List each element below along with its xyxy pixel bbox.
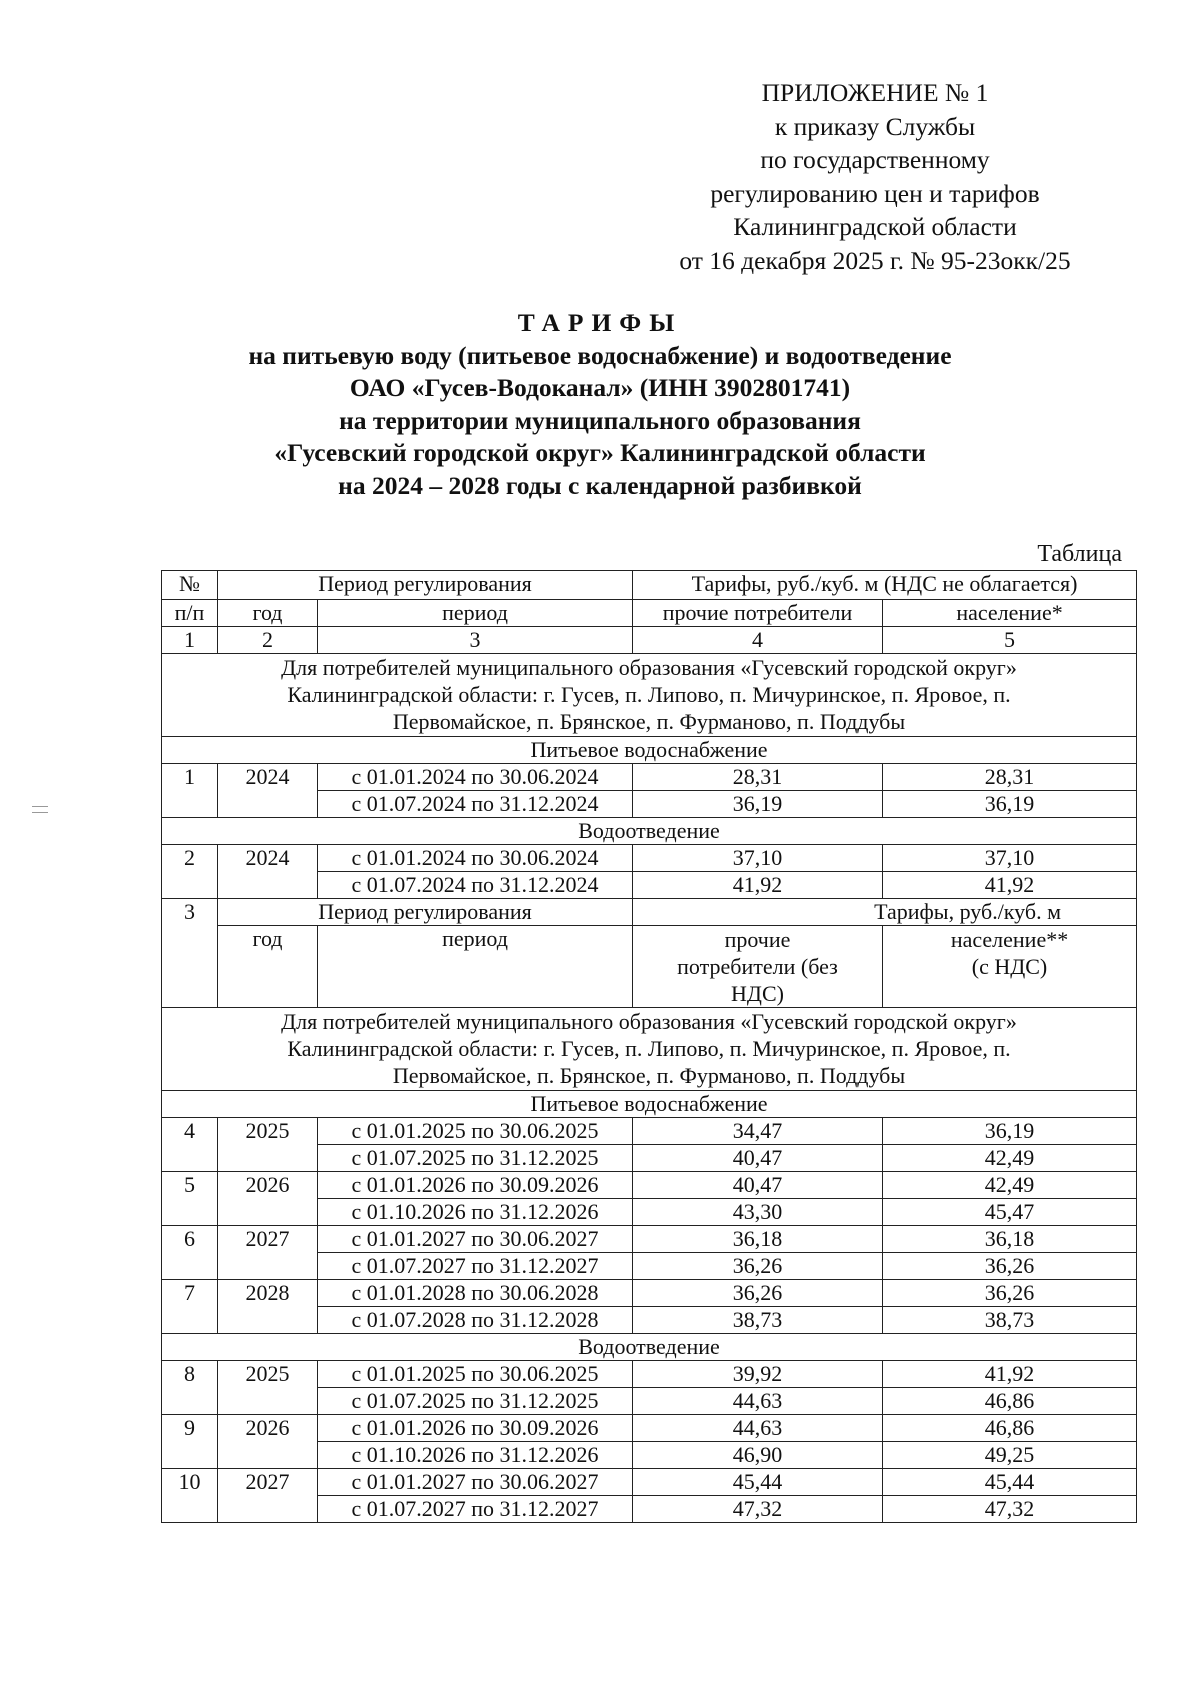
territory-text: Для потребителей муниципального образования «Гусевский городской округ» Калининградской области: г. Гусев, п. Липово, п. Мичуринское, п. Яровое, п. Первомайское, п. Брянское, п. Фурманово, п. Поддубы xyxy=(162,654,1137,737)
row-period: с 01.10.2026 по 31.12.2026 xyxy=(318,1442,633,1469)
territory-row xyxy=(162,654,1137,737)
row-period: с 01.01.2026 по 30.09.2026 xyxy=(318,1415,633,1442)
row-period: с 01.07.2025 по 31.12.2025 xyxy=(318,1145,633,1172)
table-row xyxy=(162,1226,1137,1253)
row-number: 1 xyxy=(162,764,218,818)
col-number: 2 xyxy=(218,627,318,654)
table-row xyxy=(162,1361,1137,1388)
row-tariff-other: 40,47 xyxy=(633,1172,883,1199)
header-tariff-group: Тарифы, руб./куб. м (НДС не облагается) xyxy=(633,571,1137,600)
col-number: 1 xyxy=(162,627,218,654)
row-period: с 01.01.2028 по 30.06.2028 xyxy=(318,1280,633,1307)
row-period: с 01.01.2027 по 30.06.2027 xyxy=(318,1226,633,1253)
header-period: период xyxy=(318,600,633,627)
header-period-group: Период регулирования xyxy=(218,899,633,926)
header-num-sub: п/п xyxy=(162,600,218,627)
row-period: с 01.07.2024 по 31.12.2024 xyxy=(318,872,633,899)
row-number: 6 xyxy=(162,1226,218,1280)
row-number: 7 xyxy=(162,1280,218,1334)
row-tariff-other: 40,47 xyxy=(633,1145,883,1172)
row-tariff-population: 38,73 xyxy=(883,1307,1137,1334)
header-num: № xyxy=(162,571,218,600)
title-line: ОАО «Гусев-Водоканал» (ИНН 3902801741) xyxy=(349,373,851,402)
annex-line: от 16 декабря 2025 г. № 95-23окк/25 xyxy=(679,245,1071,275)
table-row xyxy=(162,764,1137,791)
row-tariff-population: 37,10 xyxy=(883,845,1137,872)
table-label: Таблица xyxy=(1037,541,1122,567)
title-line: на питьевую воду (питьевое водоснабжение) и водоотведение xyxy=(248,340,952,370)
row-period: с 01.07.2025 по 31.12.2025 xyxy=(318,1388,633,1415)
section-sewer: Водоотведение xyxy=(162,1334,1137,1361)
header-other: прочие потребители (без НДС) xyxy=(633,926,883,1008)
table-row xyxy=(162,1280,1137,1307)
table-row xyxy=(162,1415,1137,1442)
territory-text: Для потребителей муниципального образования «Гусевский городской округ» Калининградской области: г. Гусев, п. Липово, п. Мичуринское, п. Яровое, п. Первомайское, п. Брянское, п. Фурманово, п. Поддубы xyxy=(162,1008,1137,1091)
row-year: 2028 xyxy=(218,1280,318,1334)
header-row xyxy=(162,600,1137,627)
row-tariff-other: 43,30 xyxy=(633,1199,883,1226)
row-tariff-other: 46,90 xyxy=(633,1442,883,1469)
tariffs-table-body xyxy=(162,571,1137,1523)
row-year: 2025 xyxy=(218,1118,318,1172)
annex-line: по государственному xyxy=(760,145,990,174)
row-tariff-other: 37,10 xyxy=(633,845,883,872)
row-tariff-other: 47,32 xyxy=(633,1496,883,1523)
row-year: 2024 xyxy=(218,764,318,818)
row-tariff-other: 34,47 xyxy=(633,1118,883,1145)
row-period: с 01.10.2026 по 31.12.2026 xyxy=(318,1199,633,1226)
row-number: 8 xyxy=(162,1361,218,1415)
section-row xyxy=(162,818,1137,845)
title-line: на территории муниципального образования xyxy=(339,405,861,435)
row-tariff-other: 44,63 xyxy=(633,1388,883,1415)
row-tariff-other: 36,26 xyxy=(633,1253,883,1280)
row-tariff-other: 45,44 xyxy=(633,1469,883,1496)
row-period: с 01.07.2024 по 31.12.2024 xyxy=(318,791,633,818)
section-water: Питьевое водоснабжение xyxy=(162,737,1137,764)
annex-line: регулированию цен и тарифов xyxy=(710,178,1040,208)
header-row xyxy=(162,571,1137,600)
row-number: 2 xyxy=(162,845,218,899)
row-number: 5 xyxy=(162,1172,218,1226)
row-year: 2027 xyxy=(218,1226,318,1280)
row-tariff-other: 39,92 xyxy=(633,1361,883,1388)
row-period: с 01.01.2024 по 30.06.2024 xyxy=(318,845,633,872)
header-row xyxy=(162,926,1137,1008)
header-period: период xyxy=(318,926,633,1008)
row-period: с 01.01.2024 по 30.06.2024 xyxy=(318,764,633,791)
header-other: прочие потребители xyxy=(633,600,883,627)
section-row xyxy=(162,737,1137,764)
title-line: «Гусевский городской округ» Калининградской области xyxy=(274,438,926,467)
row-period: с 01.07.2027 по 31.12.2027 xyxy=(318,1253,633,1280)
header-tariff-group: Тарифы, руб./куб. м xyxy=(633,899,1137,926)
row-year: 2026 xyxy=(218,1415,318,1469)
table-row xyxy=(162,1172,1137,1199)
row-period: с 01.07.2027 по 31.12.2027 xyxy=(318,1496,633,1523)
row-period: с 01.01.2027 по 30.06.2027 xyxy=(318,1469,633,1496)
row-year: 2027 xyxy=(218,1469,318,1523)
row-tariff-population: 36,19 xyxy=(883,1118,1137,1145)
col-number: 4 xyxy=(633,627,883,654)
row-tariff-population: 47,32 xyxy=(883,1496,1137,1523)
header-num: 3 xyxy=(162,899,218,1008)
title-heading: ТАРИФЫ xyxy=(517,308,683,337)
table-row xyxy=(162,845,1137,872)
annex-line: ПРИЛОЖЕНИЕ № 1 xyxy=(761,78,989,107)
row-tariff-population: 46,86 xyxy=(883,1415,1137,1442)
row-year: 2025 xyxy=(218,1361,318,1415)
section-row xyxy=(162,1091,1137,1118)
annex-line: Калининградской области xyxy=(733,212,1017,241)
margin-mark xyxy=(32,806,48,820)
row-tariff-population: 41,92 xyxy=(883,1361,1137,1388)
row-tariff-population: 45,47 xyxy=(883,1199,1137,1226)
col-number: 3 xyxy=(318,627,633,654)
table-row xyxy=(162,1118,1137,1145)
row-period: с 01.07.2028 по 31.12.2028 xyxy=(318,1307,633,1334)
document-title xyxy=(150,307,1050,502)
row-tariff-population: 36,19 xyxy=(883,791,1137,818)
header-year: год xyxy=(218,600,318,627)
annex-header xyxy=(640,76,1110,277)
header-population: население** (с НДС) xyxy=(883,926,1137,1008)
header-row xyxy=(162,899,1137,926)
annex-line: к приказу Службы xyxy=(774,111,976,141)
row-number: 9 xyxy=(162,1415,218,1469)
row-year: 2026 xyxy=(218,1172,318,1226)
title-line: на 2024 – 2028 годы с календарной разбивкой xyxy=(338,470,862,500)
row-tariff-population: 28,31 xyxy=(883,764,1137,791)
row-number: 4 xyxy=(162,1118,218,1172)
row-tariff-population: 36,26 xyxy=(883,1280,1137,1307)
row-tariff-other: 36,26 xyxy=(633,1280,883,1307)
header-year: год xyxy=(218,926,318,1008)
section-water: Питьевое водоснабжение xyxy=(162,1091,1137,1118)
row-year: 2024 xyxy=(218,845,318,899)
row-tariff-other: 36,19 xyxy=(633,791,883,818)
row-tariff-population: 42,49 xyxy=(883,1172,1137,1199)
territory-row xyxy=(162,1008,1137,1091)
section-row xyxy=(162,1334,1137,1361)
row-tariff-population: 36,26 xyxy=(883,1253,1137,1280)
tariffs-table xyxy=(161,570,1137,1523)
row-period: с 01.01.2025 по 30.06.2025 xyxy=(318,1361,633,1388)
header-population: население* xyxy=(883,600,1137,627)
row-period: с 01.01.2025 по 30.06.2025 xyxy=(318,1118,633,1145)
header-period-group: Период регулирования xyxy=(218,571,633,600)
row-tariff-population: 46,86 xyxy=(883,1388,1137,1415)
row-tariff-population: 45,44 xyxy=(883,1469,1137,1496)
row-tariff-other: 36,18 xyxy=(633,1226,883,1253)
row-tariff-population: 36,18 xyxy=(883,1226,1137,1253)
row-tariff-population: 42,49 xyxy=(883,1145,1137,1172)
row-tariff-other: 41,92 xyxy=(633,872,883,899)
row-number: 10 xyxy=(162,1469,218,1523)
row-tariff-other: 38,73 xyxy=(633,1307,883,1334)
col-number: 5 xyxy=(883,627,1137,654)
column-number-row xyxy=(162,627,1137,654)
row-tariff-other: 44,63 xyxy=(633,1415,883,1442)
row-period: с 01.01.2026 по 30.09.2026 xyxy=(318,1172,633,1199)
table-row xyxy=(162,1469,1137,1496)
section-sewer: Водоотведение xyxy=(162,818,1137,845)
row-tariff-population: 41,92 xyxy=(883,872,1137,899)
row-tariff-other: 28,31 xyxy=(633,764,883,791)
row-tariff-population: 49,25 xyxy=(883,1442,1137,1469)
